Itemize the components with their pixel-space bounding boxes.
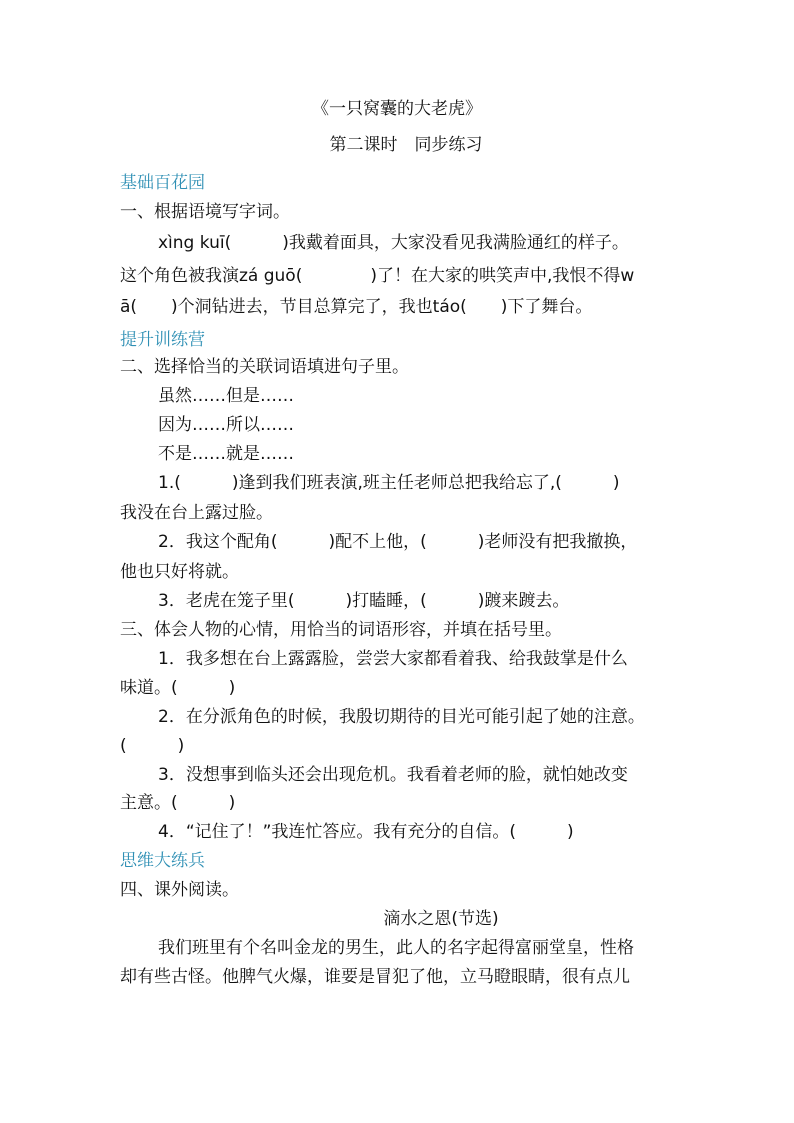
passage-title: 滴水之恩(节选)	[383, 909, 499, 929]
question-1-line-1: xìng kuī( )我戴着面具，大家没看见我满脸通红的样子。	[158, 233, 629, 253]
question-3-item-1: 1．我多想在台上露露脸，尝尝大家都看着我、给我鼓掌是什么	[158, 649, 628, 669]
connective-option-2: 因为……所以……	[158, 415, 294, 435]
question-4-heading: 四、课外阅读。	[120, 880, 239, 900]
section-heading-thinking: 思维大练兵	[120, 851, 205, 871]
connective-option-1: 虽然……但是……	[158, 386, 294, 406]
question-2-item-2: 2．我这个配角( )配不上他，( )老师没有把我撤换，	[158, 532, 638, 552]
passage-line-2: 却有些古怪。他脾气火爆，谁要是冒犯了他，立马瞪眼睛，很有点儿	[120, 967, 630, 987]
passage-line-1: 我们班里有个名叫金龙的男生，此人的名字起得富丽堂皇，性格	[158, 938, 634, 958]
question-2-item-2-cont: 他也只好将就。	[120, 562, 239, 582]
question-1-heading: 一、根据语境写字词。	[120, 202, 290, 222]
question-3-item-2-cont: ( )	[120, 736, 185, 756]
question-1-line-3: ā( )个洞钻进去，节目总算完了，我也táo( )下了舞台。	[120, 297, 593, 317]
section-heading-improve: 提升训练营	[120, 330, 205, 350]
question-3-heading: 三、体会人物的心情，用恰当的词语形容，并填在括号里。	[120, 620, 562, 640]
question-2-item-3: 3．老虎在笼子里( )打瞌睡，( )踱来踱去。	[158, 591, 570, 611]
question-3-item-4: 4．“记住了！”我连忙答应。我有充分的自信。( )	[158, 822, 574, 842]
question-3-item-1-cont: 味道。( )	[120, 678, 236, 698]
worksheet-subtitle: 第二课时 同步练习	[329, 135, 483, 155]
question-1-line-2: 这个角色被我演zá guō( )了！在大家的哄笑声中,我恨不得w	[120, 266, 635, 286]
section-heading-basic: 基础百花园	[120, 173, 205, 193]
question-3-item-2: 2．在分派角色的时候，我殷切期待的目光可能引起了她的注意。	[158, 707, 645, 727]
question-2-heading: 二、选择恰当的关联词语填进句子里。	[120, 357, 409, 377]
question-3-item-3: 3．没想事到临头还会出现危机。我看着老师的脸，就怕她改变	[158, 765, 628, 785]
worksheet-title: 《一只窝囊的大老虎》	[312, 99, 482, 119]
question-2-item-1: 1.( )逢到我们班表演,班主任老师总把我给忘了,( )	[158, 473, 620, 493]
question-3-item-3-cont: 主意。( )	[120, 793, 236, 813]
question-2-item-1-cont: 我没在台上露过脸。	[120, 503, 273, 523]
connective-option-3: 不是……就是……	[158, 444, 294, 464]
